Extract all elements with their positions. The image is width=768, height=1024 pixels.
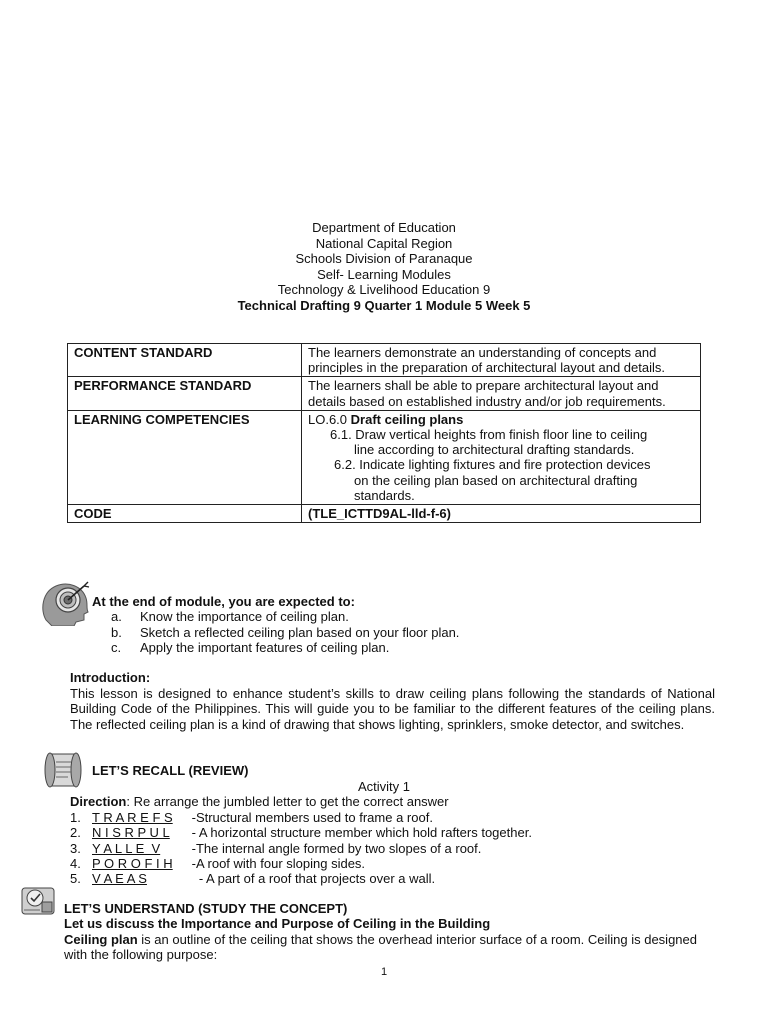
ceiling-plan-term: Ceiling plan (64, 931, 138, 947)
list-marker: b. (111, 624, 122, 640)
header-line-4: Self- Learning Modules (317, 266, 451, 282)
header-line-3: Schools Division of Paranaque (295, 251, 473, 266)
jumbled-word: N I S R P U L (92, 825, 170, 841)
understand-section (64, 901, 714, 963)
header-line-5: Technology & Livelihood Education 9 (277, 282, 491, 297)
table-row (68, 344, 701, 377)
understand-subtitle: Let us discuss the Importance and Purpose of Ceiling in the Building (64, 916, 491, 932)
recall-list (70, 810, 532, 886)
header-line-2: National Capital Region (315, 235, 453, 251)
content-standard-label: CONTENT STANDARD (68, 344, 302, 377)
objectives-section (92, 594, 459, 655)
competency-1-line-b: line according to architectural drafting standards. (354, 442, 635, 458)
list-item (70, 841, 532, 856)
ceiling-plan-text: is an outline of the ceiling that shows the overhead interior surface of a room. Ceiling is designed with the following purpose: (64, 931, 697, 963)
jumbled-word: P O R O F I H (92, 855, 173, 871)
introduction-title: Introduction: (70, 670, 151, 685)
target-head-icon (38, 580, 94, 626)
list-item (70, 810, 532, 825)
list-item (70, 856, 532, 871)
header-line-1: Department of Education (312, 220, 456, 235)
direction-body: : Re arrange the jumbled letter to get the correct answer (126, 794, 449, 809)
code-value: (TLE_ICTTD9AL-lld-f-6) (302, 505, 701, 523)
item-number: 1. (70, 810, 81, 825)
understand-title: LET’S UNDERSTAND (STUDY THE CONCEPT) (64, 901, 348, 916)
list-text: Apply the important features of ceiling plan. (140, 639, 390, 655)
recall-title: LET’S RECALL (REVIEW) (92, 763, 249, 778)
item-clue: -A roof with four sloping sides. (188, 855, 366, 871)
table-row (68, 377, 701, 410)
lo-prefix: LO.6.0 (308, 411, 351, 427)
content-standard-text: The learners demonstrate an understanding of concepts and principles in the preparation of architectural layout and details. (302, 344, 701, 377)
direction-label: Direction (70, 794, 127, 809)
item-clue: -Structural members used to frame a roof. (188, 810, 433, 825)
ceiling-plan-definition (64, 932, 714, 963)
table-row (68, 505, 701, 523)
list-item (70, 825, 532, 840)
competency-1-line-a: 6.1. Draw vertical heights from finish floor line to ceiling (330, 427, 648, 443)
introduction-body: This lesson is designed to enhance student’s skills to draw ceiling plans following the standards of National Building Code of the Philippines. This will guide you to be familiar to the different features of the ceiling plans. The reflected ceiling plan is a kind of drawing that shows lighting, sprinklers, smoke detector, and switches. (70, 685, 715, 732)
page-number: 1 (380, 966, 388, 978)
lo-title: Draft ceiling plans (350, 411, 464, 427)
item-clue: - A horizontal structure member which hold rafters together. (188, 825, 532, 841)
performance-standard-label: PERFORMANCE STANDARD (68, 377, 302, 410)
table-row (68, 410, 701, 504)
introduction-section (70, 670, 715, 732)
performance-standard-text: The learners shall be able to prepare architectural layout and details based on established industry and/or job requirements. (302, 377, 701, 410)
competency-2-line-b: on the ceiling plan based on architectural drafting (354, 472, 638, 488)
direction-text (70, 794, 449, 809)
list-item (92, 625, 459, 640)
learning-competencies-text (302, 410, 701, 504)
objectives-list (92, 609, 459, 655)
document-header (0, 220, 768, 313)
code-label: CODE (68, 505, 302, 523)
list-marker: c. (111, 639, 122, 655)
item-clue: - A part of a roof that projects over a wall. (188, 871, 436, 887)
study-icon (18, 882, 58, 918)
item-number: 4. (70, 855, 81, 871)
jumbled-word: T R A R E F S (92, 810, 173, 825)
list-item (92, 609, 459, 624)
list-item (92, 640, 459, 655)
activity-title: Activity 1 (357, 779, 410, 794)
competency-2-line-c: standards. (354, 487, 415, 503)
objectives-title: At the end of module, you are expected to: (92, 594, 355, 609)
module-title: Technical Drafting 9 Quarter 1 Module 5 Week 5 (237, 297, 531, 313)
item-number: 3. (70, 840, 81, 856)
learning-competencies-label: LEARNING COMPETENCIES (68, 410, 302, 504)
list-item (70, 871, 532, 886)
list-text: Sketch a reflected ceiling plan based on your floor plan. (140, 624, 460, 640)
jumbled-word: Y A L L E V (92, 840, 161, 856)
list-marker: a. (111, 609, 122, 625)
competency-2-line-a: 6.2. Indicate lighting fixtures and fire protection devices (334, 457, 651, 473)
standards-table (67, 343, 701, 523)
item-number: 5. (70, 871, 81, 887)
list-text: Know the importance of ceiling plan. (140, 609, 349, 625)
item-clue: -The internal angle formed by two slopes of a roof. (188, 840, 482, 856)
jumbled-word: V A E A S (92, 871, 147, 887)
item-number: 2. (70, 825, 81, 841)
